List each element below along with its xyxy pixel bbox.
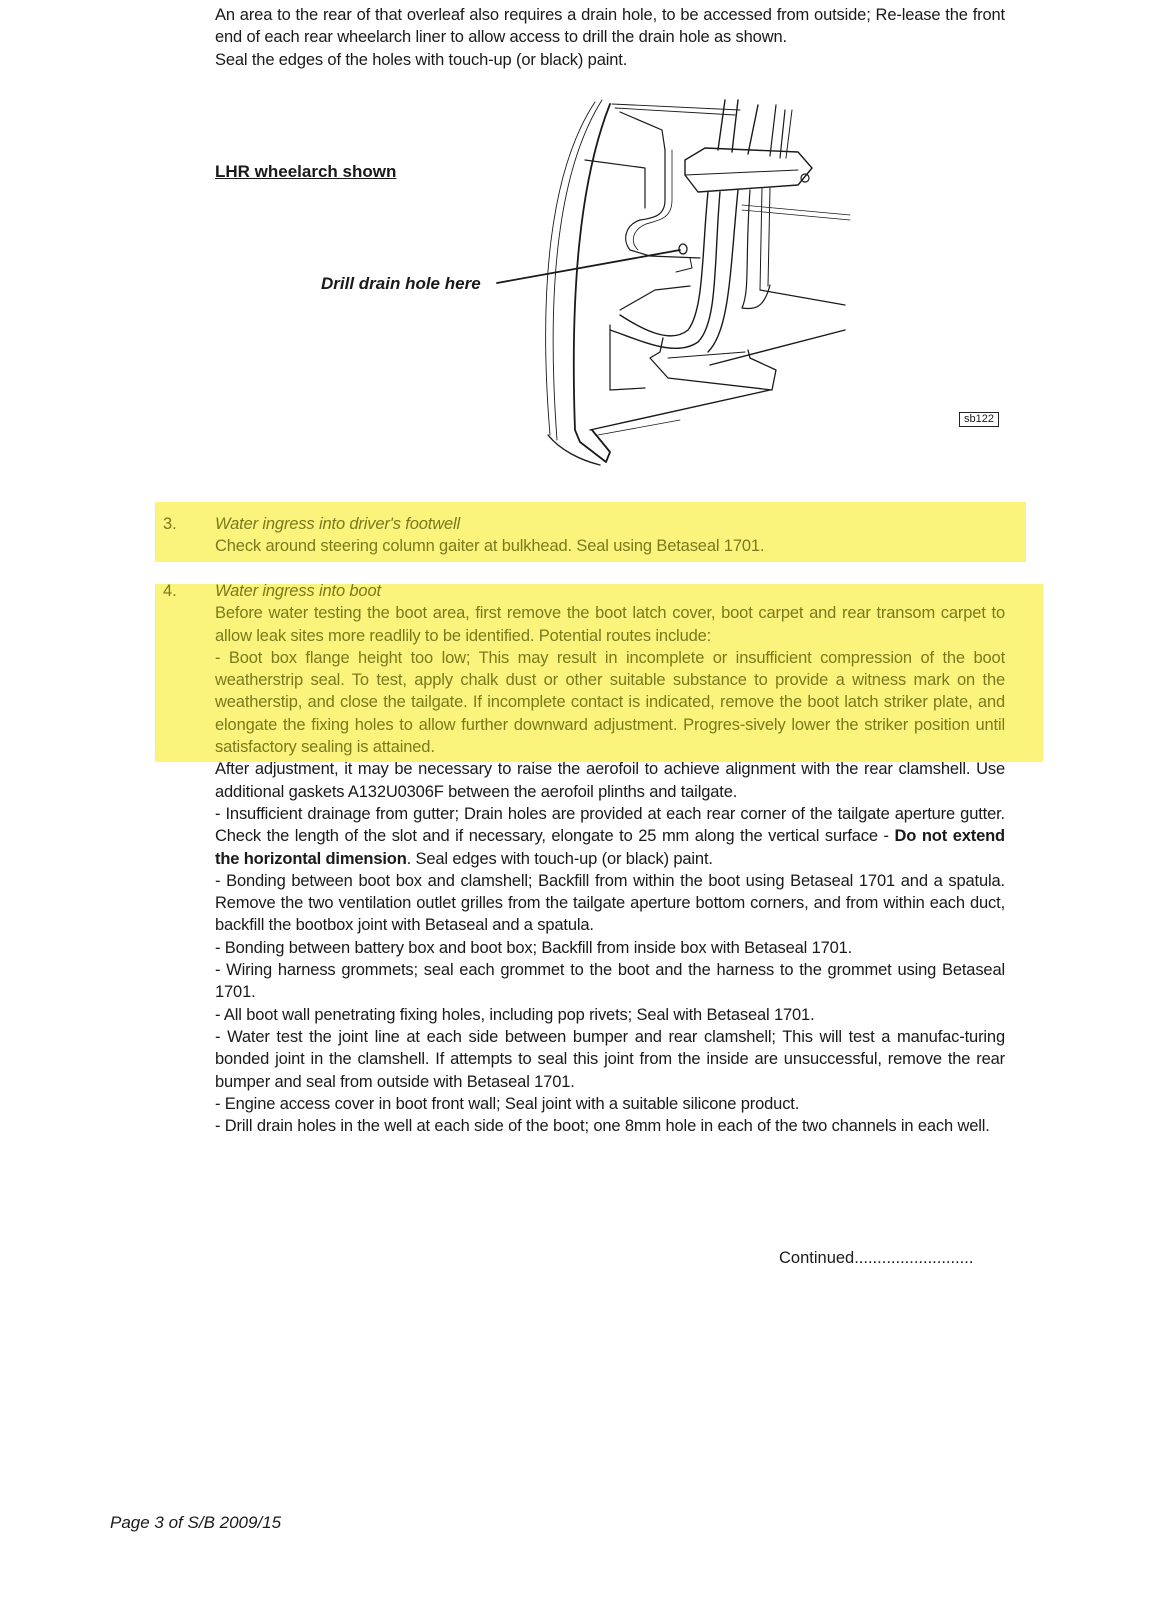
item-3-title: Water ingress into driver's footwell: [215, 515, 461, 533]
item-3-body: Check around steering column gaiter at bulkhead. Seal using Betaseal 1701.: [215, 537, 765, 556]
item-4-route: - Drill drain holes in the well at each side of the boot; one 8mm hole in each of the two channels in each well.: [215, 1117, 990, 1136]
item-4-intro: Before water testing the boot area, first remove the boot latch cover, boot carpet and rear transom carpet to allow leak sites more readlily to be identified. Potential routes include:: [215, 604, 1005, 645]
gutter-text: - Insufficient drainage from gutter; Drain holes are provided at each rear corner of the tailgate aperture gutter. Check the length of the slot and if necessary, elongate to 25 mm along the vertical surface -: [215, 804, 1005, 846]
item-4-title: Water ingress into boot: [215, 582, 381, 600]
wheelarch-diagram: [480, 90, 860, 470]
item-4-number: 4.: [163, 582, 177, 600]
item-3-number: 3.: [163, 515, 177, 533]
item-4-route: - Wiring harness grommets; seal each grommet to the boot and the harness to the grommet using Betaseal 1701.: [215, 961, 1005, 1002]
callout-leader-line: [497, 250, 680, 283]
item-4-route: - Water test the joint line at each side between bumper and rear clamshell; This will test a manufac-turing bonded joint in the clamshell. If attempts to seal this joint from the inside are unsuccessful, remove the rear bumper and seal from outside with Betaseal 1701.: [215, 1027, 1005, 1091]
figure-callout: Drill drain hole here: [321, 274, 481, 293]
intro-line: An area to the rear of that overleaf also requires a drain hole, to be accessed from outside; Re-lease the front end of each rear wheelarch liner to allow access to drill the drain hole as shown.: [215, 6, 1005, 47]
item-4-after-adjustment: After adjustment, it may be necessary to raise the aerofoil to achieve alignment with the rear clamshell. Use additional gaskets A132U0306F between the aerofoil plinths and tailgate.: [215, 760, 1005, 801]
figure-reference-tag: sb122: [959, 412, 999, 427]
gutter-text-end: . Seal edges with touch-up (or black) paint.: [406, 849, 713, 868]
item-4-route-flange: - Boot box flange height too low; This may result in incomplete or insufficient compression of the boot weatherstrip seal. To test, apply chalk dust or other suitable substance to provide a witness mark on the weatherstip, and close the tailgate. If incomplete contact is indicated, remove the boot latch striker plate, and elongate the fixing holes to allow further downward adjustment. Progres-sively lower the striker position until satisfactory sealing is attained.: [215, 648, 1005, 757]
item-4-route: - Bonding between boot box and clamshell; Backfill from within the boot using Betaseal 1701 and a spatula. Remove the two ventilation outlet grilles from the tailgate aperture bottom corners, and from within each duct, backfill the bootbox joint with Betaseal and a spatula.: [215, 871, 1005, 935]
intro-line: Seal the edges of the holes with touch-up (or black) paint.: [215, 50, 628, 69]
item-4-route: - All boot wall penetrating fixing holes, including pop rivets; Seal with Betaseal 1701.: [215, 1005, 815, 1024]
intro-paragraph: [215, 4, 1005, 71]
drain-hole-marker: [679, 244, 687, 254]
wheelarch-outer-edge: [546, 102, 595, 435]
figure-label: LHR wheelarch shown: [215, 162, 397, 181]
item-4-route: - Bonding between battery box and boot box; Backfill from inside box with Betaseal 1701.: [215, 938, 853, 957]
item-4-route: - Engine access cover in boot front wall; Seal joint with a suitable silicone product.: [215, 1094, 800, 1113]
bracket-bolt: [801, 174, 809, 182]
item-3: [215, 513, 1005, 558]
page-footer: Page 3 of S/B 2009/15: [110, 1513, 282, 1532]
continued-marker: Continued..........................: [779, 1249, 974, 1267]
wheelarch-liner: [574, 104, 610, 462]
item-4-route-gutter: [215, 803, 1005, 870]
pipe: [620, 192, 708, 336]
gutter-warning: Do not extend the horizontal dimension: [215, 827, 1005, 868]
item-4: [215, 580, 1005, 1137]
